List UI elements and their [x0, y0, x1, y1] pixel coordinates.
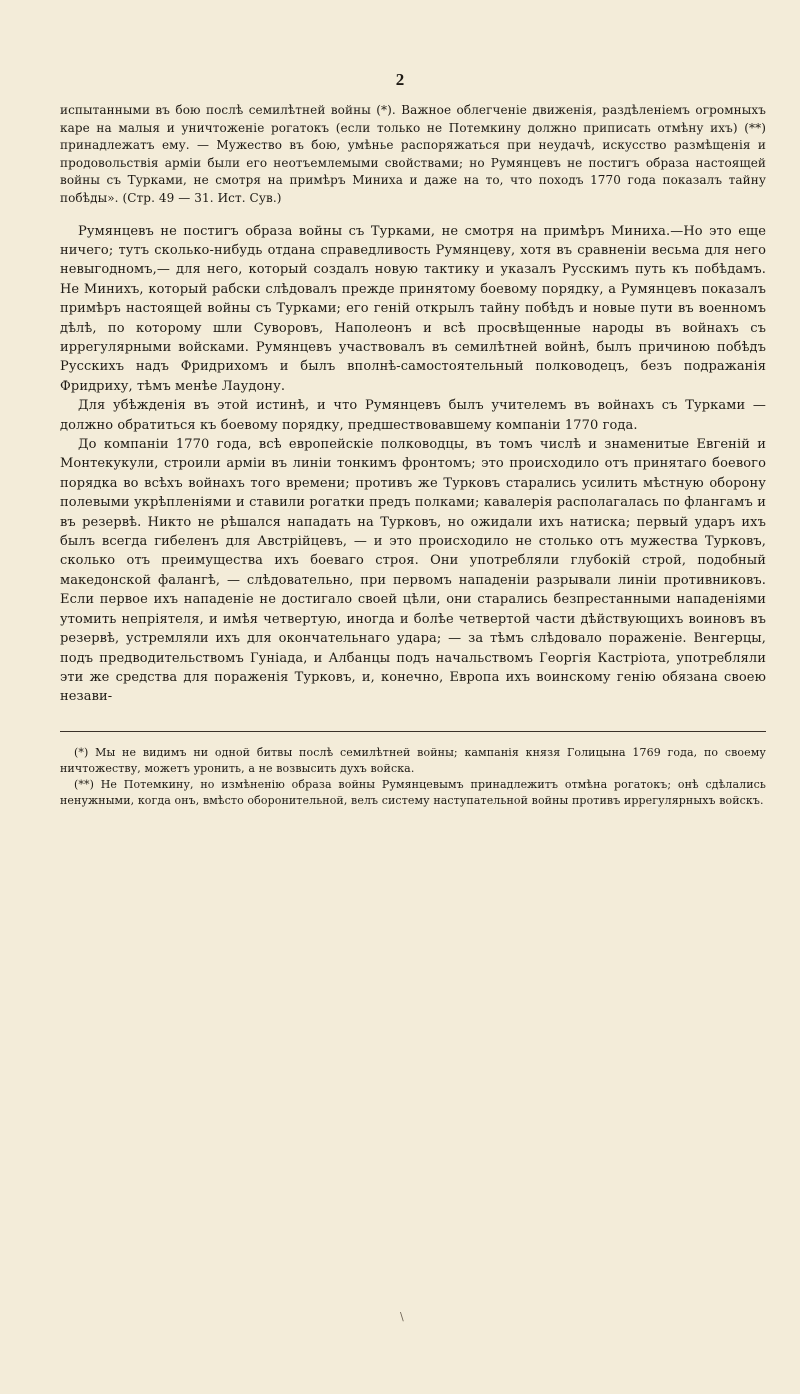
paragraph: Для убѣжденія въ этой истинѣ, и что Румянцевъ былъ учителемъ въ войнахъ съ Турками — должно обратиться къ боевому порядку, предшествовавшему компаніи 1770 года. — [60, 398, 766, 433]
footnote-divider — [60, 731, 766, 733]
page-body — [60, 102, 766, 810]
footnote: (*) Мы не видимъ ни одной битвы послѣ семилѣтней войны; кампанія князя Голицына 1769 года, по своему ничтожеству, можетъ уронить, а не возвысить духъ войска. — [60, 745, 766, 775]
page-number: 2 — [395, 70, 405, 89]
paragraph: Румянцевъ не постигъ образа войны съ Турками, не смотря на примѣръ Миниха.—Но это еще ничего; тутъ сколько-нибудь отдана справедливость Румянцеву, хотя въ сравненіи весьма для него невыгодномъ,— для него, который создалъ новую тактику и указалъ Русскимъ путь къ побѣдамъ. Не Минихъ, который рабски слѣдовалъ прежде принятому боевому порядку, а Румянцевъ показалъ примѣръ настоящей войны съ Турками; его геній открылъ тайну побѣдъ и новые пути въ военномъ дѣлѣ, по которому шли Суворовъ, Наполеонъ и всѣ просвѣщенные народы въ войнахъ съ иррегулярными войсками. Румянцевъ участвовалъ въ семилѣтней войнѣ, былъ причиною побѣдъ Русскихъ надъ Фридрихомъ и былъ вполнѣ-самостоятельный полководецъ, безъ подражанія Фридриху, тѣмъ менѣе Лаудону. — [60, 223, 766, 394]
bottom-mark: \ — [400, 1310, 404, 1323]
paragraph: До компаніи 1770 года, всѣ европейскіе полководцы, въ томъ числѣ и знаменитые Евгеній и Монтекукули, строили арміи въ линіи тонкимъ фронтомъ; это происходило отъ принятаго боевого порядка во всѣхъ войнахъ того времени; противъ же Турковъ старались усилить мѣстную оборону полевыми укрѣпленіями и ставили рогатки предъ полками; кавалерія располагалась по флангамъ и въ резервѣ. Никто не рѣшался нападать на Турковъ, но ожидали ихъ натиска; первый ударъ ихъ былъ всегда гибеленъ для Австрійцевъ, — и это происходило не столько отъ мужества Турковъ, сколько отъ преимущества ихъ боеваго строя. Они употребляли глубокій строй, подобный македонской фалангѣ, — слѣдовательно, при первомъ нападеніи разрывали линіи противниковъ. Если первое ихъ нападеніе не достигало своей цѣли, они старались безпрестанными нападеніями утомить непріятеля, и имѣя четвертую, иногда и болѣе четвертой части дѣйствующихъ воиновъ въ резервѣ, устремляли ихъ для окончательнаго удара; — за тѣмъ слѣдовало пораженіе. Венгерцы, подъ предводительствомъ Гуніада, и Албанцы подъ начальствомъ Георгія Кастріота, употребляли эти же средства для пораженія Турковъ, и, конечно, Европа ихъ воинскому генію обязана своею незави- — [60, 437, 766, 705]
quoted-passage: испытанными въ бою послѣ семилѣтней войны (*). Важное облегченіе движенія, раздѣленіемъ огромныхъ каре на малыя и уничтоженіе рогатокъ (если только не Потемкину должно приписать отмѣну ихъ) (**) принадлежатъ ему. — Мужество въ бою, умѣнье распоряжаться при неудачѣ, искусство размѣщенія и продовольствія арміи были его неотъемлемыми свойствами; но Румянцевъ не постигъ образа настоящей войны съ Турками, не смотря на примѣръ Миниха и даже на то, что походъ 1770 года показалъ тайну побѣды». (Стр. 49 — 31. Ист. Сув.) — [60, 103, 766, 205]
footnote: (**) Не Потемкину, но измѣненію образа войны Румянцевымъ принадлежитъ отмѣна рогатокъ; онѣ сдѣлались ненужными, когда онъ, вмѣсто оборонительной, велъ систему наступательной войны противъ иррегулярныхъ войскъ. — [60, 778, 766, 808]
